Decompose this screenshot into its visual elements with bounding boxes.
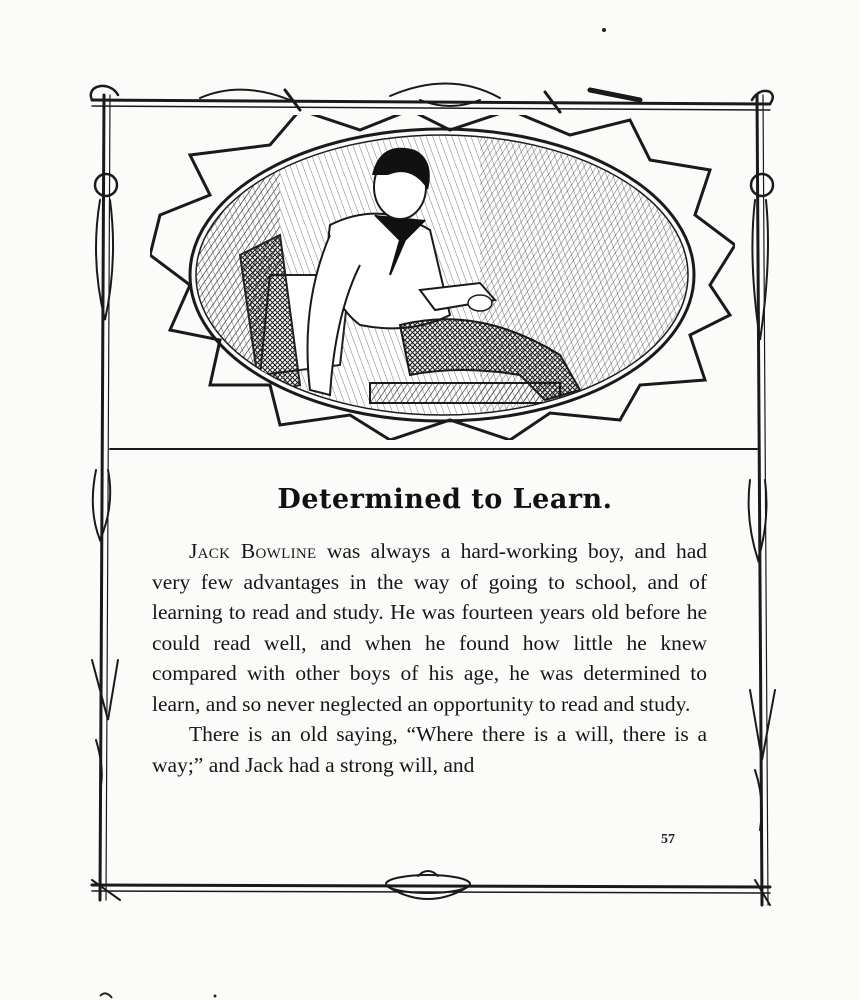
chapter-title: Determined to Learn. [277,484,613,515]
paragraph-2: There is an old saying, “Where there is a will, there is a way;” and Jack had a strong will, and [152,722,707,777]
lead-in-smallcaps: Jack Bowline [189,539,317,563]
page-number: 57 [661,832,675,847]
paragraph-1-text: was always a hard-working boy, and had very few advantages in the way of going to school, and of learning to read and study. He was fourteen years old before he could read well, and when he found how little he knew compared with other boys of his age, he was determined to learn, and so never neglected an opportunity to read and study. [152,539,707,716]
